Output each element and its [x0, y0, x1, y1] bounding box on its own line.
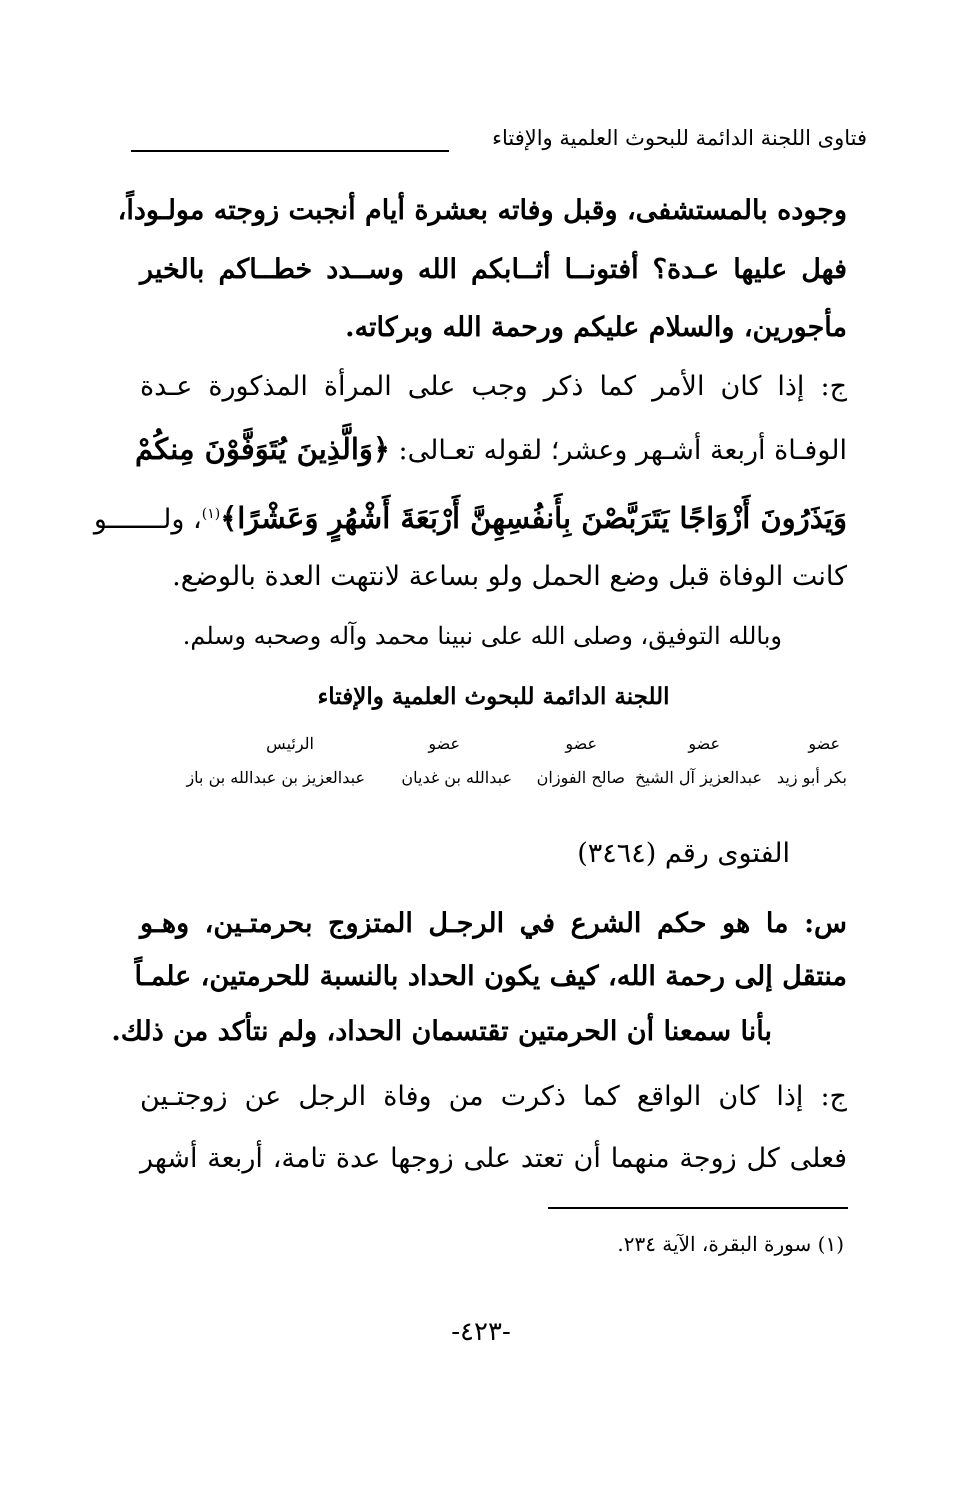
answer1-line-2-text: الوفـاة أربعة أشـهر وعشر؛ لقوله تعـالى: — [398, 435, 847, 466]
question1-line-3: مأجورين، والسلام عليكم ورحمة الله وبركاته. — [345, 312, 847, 343]
committee-title: اللجنة الدائمة للبحوث العلمية والإفتاء — [317, 683, 670, 710]
role-president: الرئيس — [266, 734, 314, 753]
name-member-4: عبدالله بن غديان — [401, 768, 512, 787]
signatory-roles — [140, 734, 842, 758]
answer1-line-4: كانت الوفاة قبل وضع الحمل ولو بساعة لانتهت العدة بالوضع. — [172, 561, 847, 592]
question2-line-2: منتقل إلى رحمة الله، كيف يكون الحداد بالنسبة للحرمتين، علمـاً — [134, 961, 847, 992]
quran-verse-part-1: ﴿وَالَّذِينَ يُتَوَفَّوْنَ مِنكُمْ — [134, 432, 390, 466]
answer1-line-3-tail: ، ولـــــــو — [93, 504, 202, 535]
answer2-line-2: فعلى كل زوجة منهما أن تعتد على زوجها عدة تامة، أربعة أشهر — [140, 1143, 847, 1174]
quran-verse-part-2: وَيَذَرُونَ أَزْوَاجًا يَتَرَبَّصْنَ بِأَنفُسِهِنَّ أَرْبَعَةَ أَشْهُرٍ وَعَشْرًا﴾ — [220, 501, 847, 535]
name-member-3: صالح الفوزان — [536, 768, 625, 787]
signatory-names — [130, 768, 847, 792]
role-member-1: عضو — [808, 734, 840, 753]
footnote: (١) سورة البقرة، الآية ٢٣٤. — [617, 1232, 844, 1256]
answer2-line-1: ج: إذا كان الواقع كما ذكرت من وفاة الرجل عن زوجتـين — [140, 1081, 847, 1112]
footnote-rule — [548, 1207, 848, 1209]
question2-line-3: بأنا سمعنا أن الحرمتين تقتسمان الحداد، ولم نتأكد من ذلك. — [111, 1016, 772, 1047]
question1-line-1: وجوده بالمستشفى، وقبل وفاته بعشرة أيام أنجبت زوجته مولـوداً، — [117, 195, 847, 226]
page-number: -٤٢٣- — [451, 1317, 511, 1347]
closing-formula: وبالله التوفيق، وصلى الله على نبينا محمد وآله وصحبه وسلم. — [182, 622, 782, 650]
question1-line-2: فهل عليها عـدة؟ أفتونــا أثــابكم الله وســدد خطــاكم بالخير — [140, 254, 847, 285]
footnote-ref: (١) — [201, 506, 221, 522]
question2-line-1: س: ما هو حكم الشرع في الرجـل المتزوج بحرمتـين، وهـو — [140, 908, 847, 939]
role-member-4: عضو — [428, 734, 460, 753]
answer1-line-1: ج: إذا كان الأمر كما ذكر وجب على المرأة المذكورة عـدة — [140, 371, 847, 402]
header-rule — [131, 150, 449, 152]
role-member-2: عضو — [688, 734, 720, 753]
role-member-3: عضو — [565, 734, 597, 753]
name-member-2: عبدالعزيز آل الشيخ — [635, 768, 762, 787]
name-president: عبدالعزيز بن عبدالله بن باز — [186, 768, 365, 787]
answer1-line-3 — [93, 494, 847, 540]
running-header: فتاوى اللجنة الدائمة للبحوث العلمية والإفتاء — [492, 126, 867, 150]
fatwa-number: الفتوى رقم (٣٤٦٤) — [577, 838, 790, 869]
answer1-line-2 — [134, 429, 847, 471]
name-member-1: بكر أبو زيد — [776, 768, 847, 787]
